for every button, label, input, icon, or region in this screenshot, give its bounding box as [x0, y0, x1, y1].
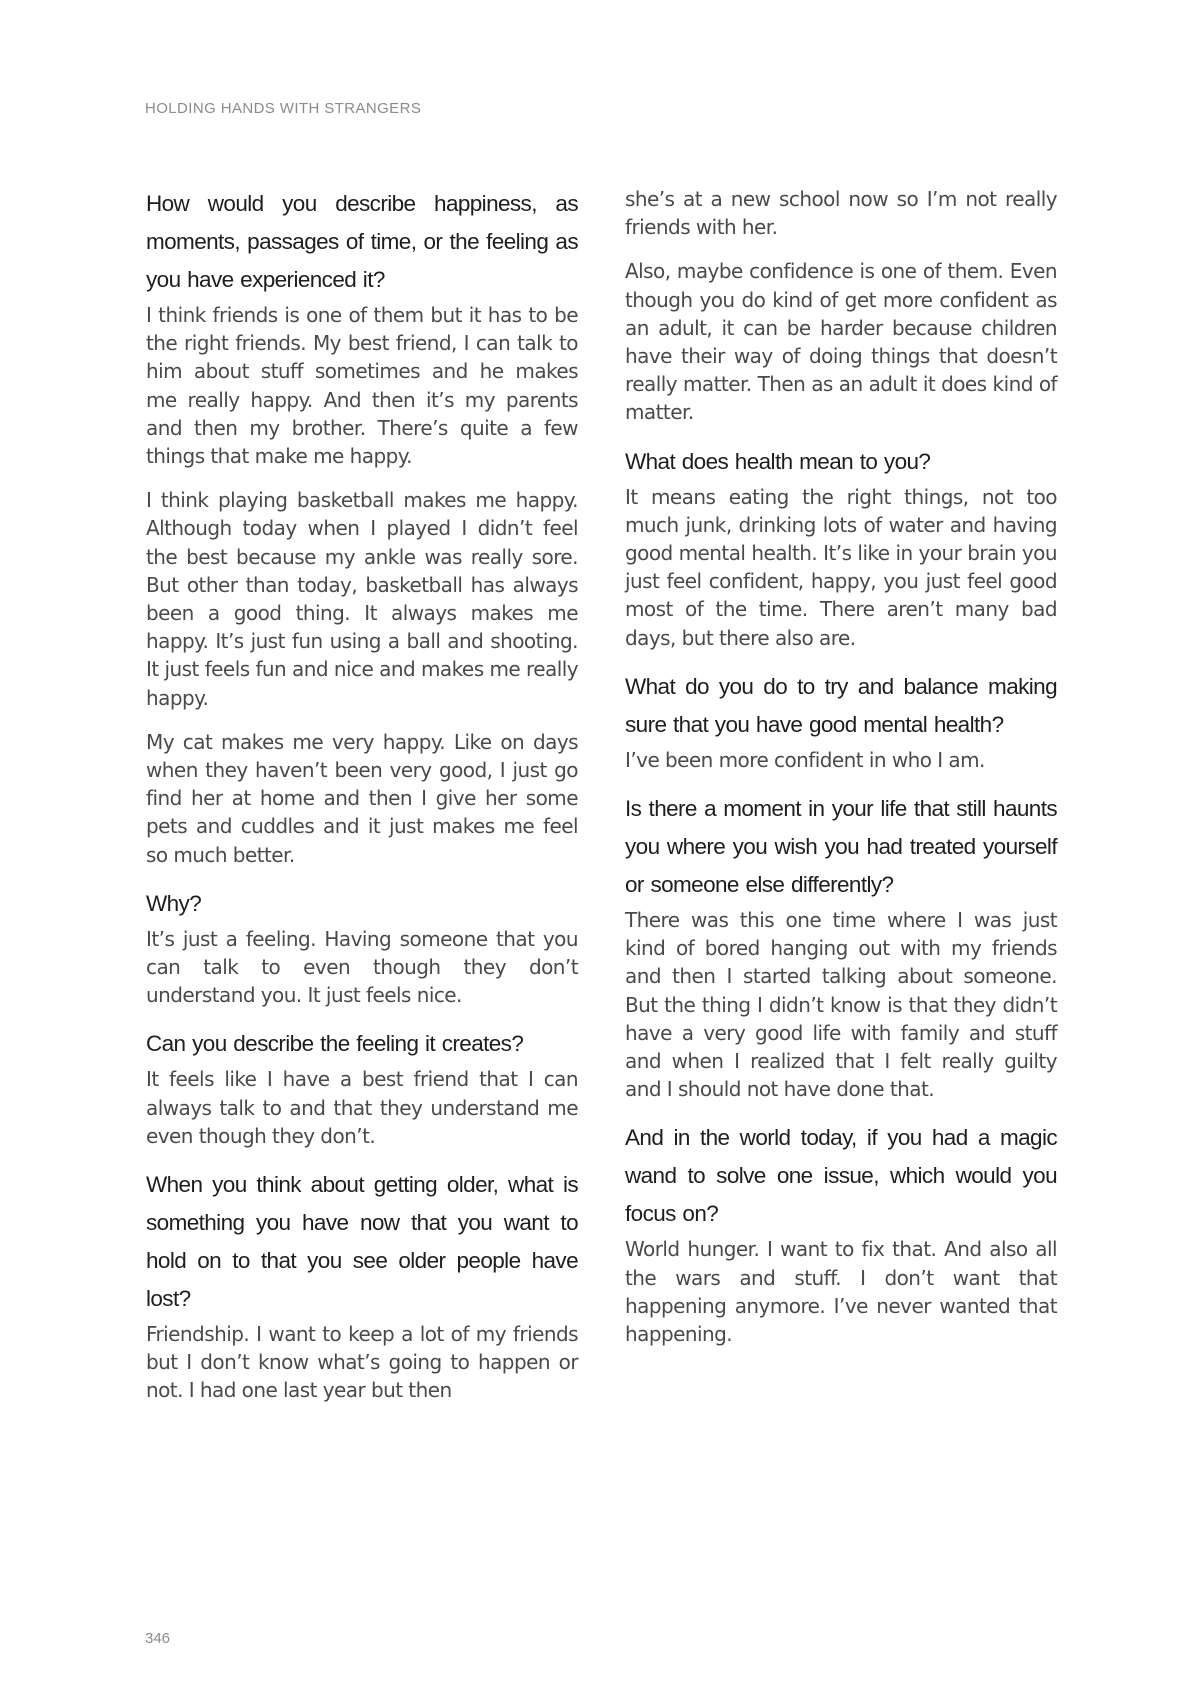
answer-paragraph: There was this one time where I was just kind of bored hanging out with my friends and then I started talking about someone. But the thing I didn’t know is that they didn’t have a very good life with family and stuff and when I realized that I felt really guilty and I should not have done that.: [625, 908, 1057, 1102]
answer-paragraph: World hunger. I want to fix that. And also all the wars and stuff. I don’t want that happening anymore. I’ve never wanted that happening.: [625, 1237, 1057, 1347]
question-heading: How would you describe happiness, as moments, passages of time, or the feeling as you have experienced it?: [146, 191, 578, 292]
question-heading: Can you describe the feeling it creates?: [146, 1031, 524, 1057]
question-heading: And in the world today, if you had a magic wand to solve one issue, which would you focus on?: [625, 1125, 1057, 1227]
question-heading: What do you do to try and balance making sure that you have good mental health?: [625, 673, 1057, 737]
question-heading: Is there a moment in your life that still haunts you where you wish you had treated yourself or someone else differently?: [625, 796, 1057, 898]
answer-paragraph: Friendship. I want to keep a lot of my friends but I don’t know what’s going to happen or not. I had one last year but then: [146, 1322, 578, 1403]
question-heading: Why?: [146, 890, 202, 916]
running-head: HOLDING HANDS WITH STRANGERS: [145, 100, 422, 117]
left-column: [146, 185, 578, 1405]
right-column: [625, 185, 1057, 1348]
answer-paragraph: It feels like I have a best friend that I can always talk to and that they understand me even though they don’t.: [146, 1067, 578, 1148]
question-heading: When you think about getting older, what is something you have now that you want to hold on to that you see older people have lost?: [146, 1172, 578, 1312]
question-heading: What does health mean to you?: [625, 448, 931, 474]
answer-paragraph: she’s at a new school now so I’m not really friends with her.: [625, 187, 1057, 240]
answer-paragraph: I think friends is one of them but it has to be the right friends. My best friend, I can talk to him about stuff sometimes and he makes me really happy. And then it’s my parents and then my brother. There’s quite a few things that make me happy.: [146, 303, 578, 469]
answer-paragraph: It’s just a feeling. Having someone that you can talk to even though they don’t understand you. It just feels nice.: [146, 926, 578, 1008]
answer-paragraph: I think playing basketball makes me happy. Although today when I played I didn’t feel the best because my ankle was really sore. But other than today, basketball has always been a good thing. It always makes me happy. It’s just fun using a ball and shooting. It just feels fun and nice and makes me really happy.: [146, 488, 578, 710]
answer-paragraph: My cat makes me very happy. Like on days when they haven’t been very good, I just go find her at home and then I give her some pets and cuddles and it just makes me feel so much better.: [146, 729, 578, 867]
answer-paragraph: I’ve been more confident in who I am.: [625, 747, 985, 772]
answer-paragraph: Also, maybe confidence is one of them. Even though you do kind of get more confident as an adult, it can be harder because children have their way of doing things that doesn’t really matter. Then as an adult it does kind of matter.: [625, 259, 1057, 425]
page-number: 346: [145, 1630, 171, 1647]
answer-paragraph: It means eating the right things, not too much junk, drinking lots of water and having good mental health. It’s like in your brain you just feel confident, happy, you just feel good most of the time. There aren’t many bad days, but there also are.: [625, 484, 1057, 650]
